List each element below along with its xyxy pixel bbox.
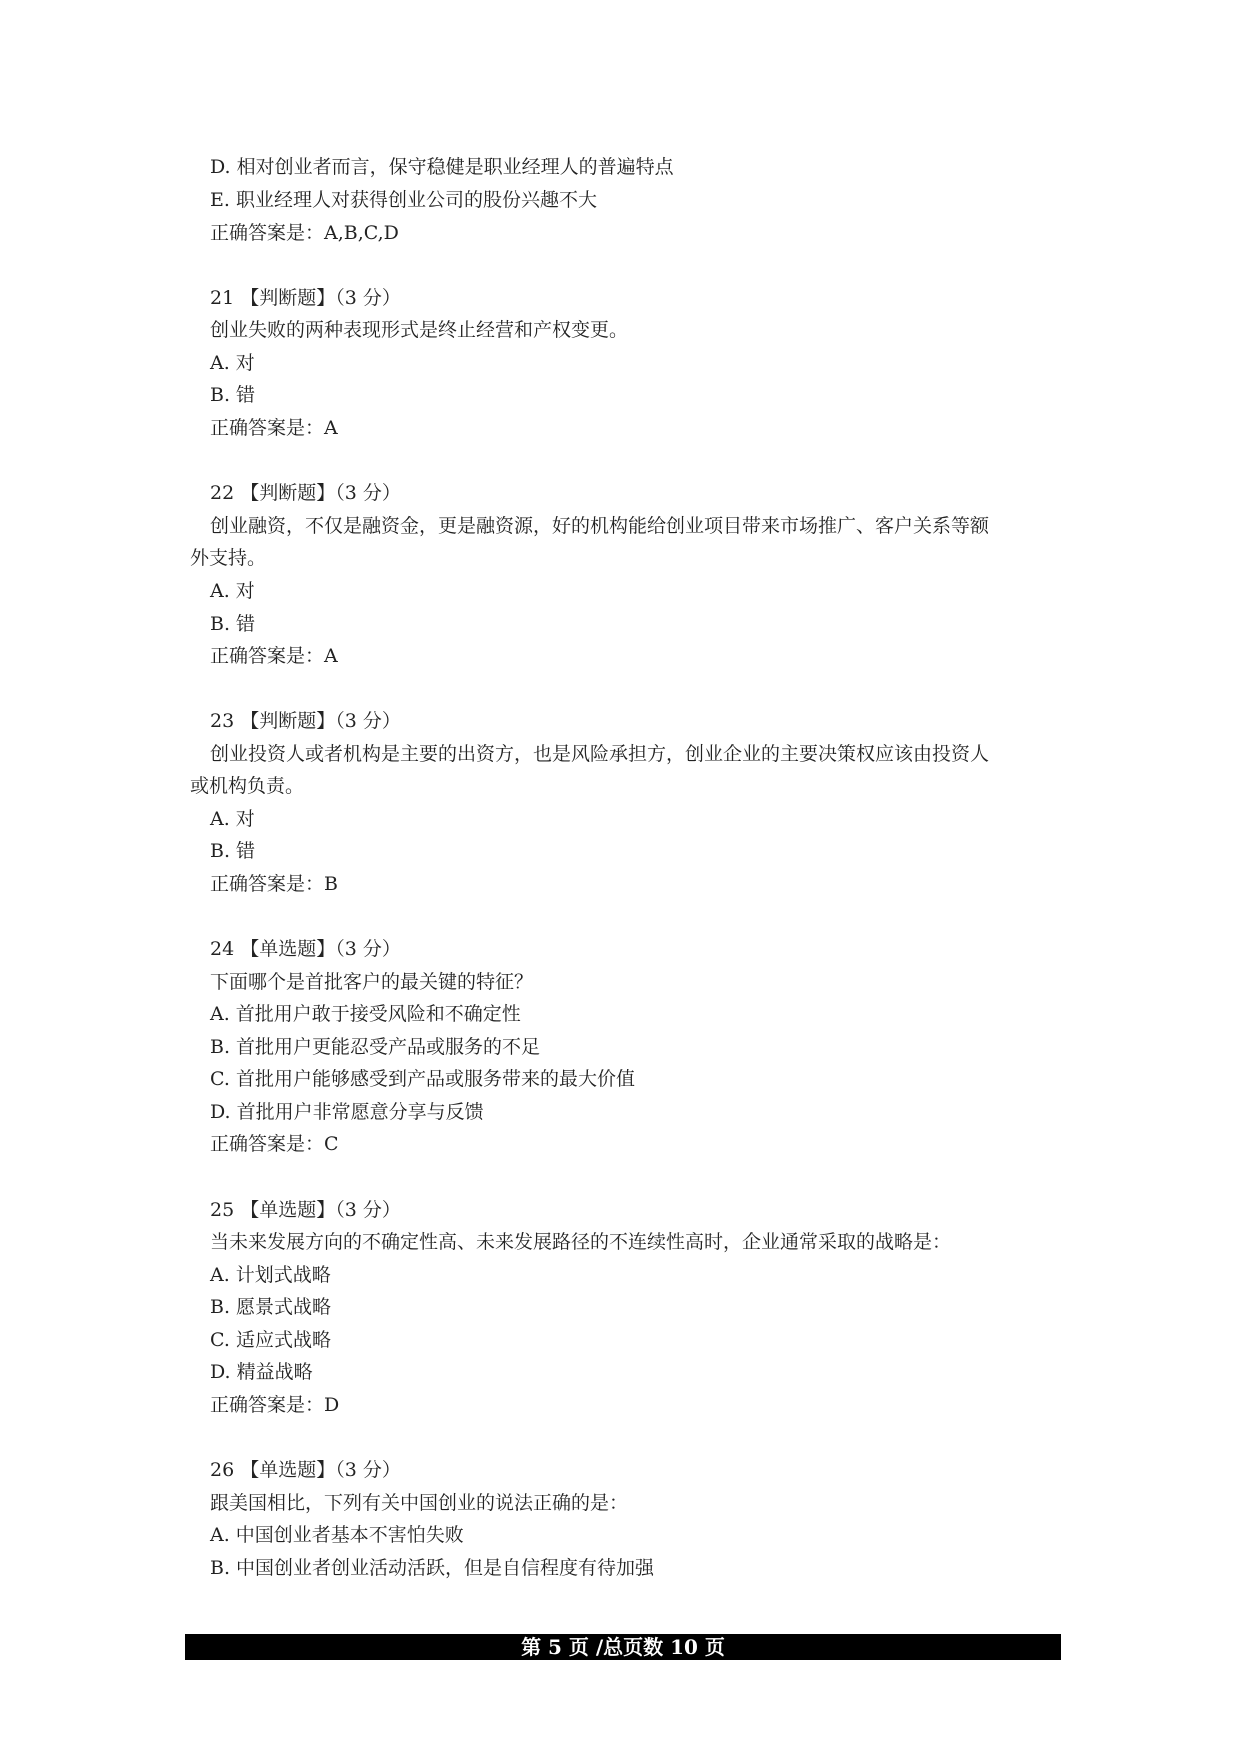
answer-line: 正确答案是：C [210,1133,339,1155]
option-line: B. 错 [210,613,256,635]
question-text: 下面哪个是首批客户的最关键的特征？ [210,971,534,993]
option-line: B. 中国创业者创业活动活跃，但是自信程度有待加强 [210,1557,655,1579]
question-header: 24 【单选题】（3 分） [210,938,401,960]
question-header: 25 【单选题】（3 分） [210,1199,401,1221]
question-text: 或机构负责。 [190,775,305,797]
question-text: 跟美国相比，下列有关中国创业的说法正确的是： [210,1492,629,1514]
answer-line: 正确答案是：A [210,645,338,667]
answer-line: 正确答案是：A,B,C,D [210,222,399,244]
option-line: C. 首批用户能够感受到产品或服务带来的最大价值 [210,1068,635,1090]
option-line: D. 首批用户非常愿意分享与反馈 [210,1101,484,1123]
option-line: A. 首批用户敢于接受风险和不确定性 [210,1003,521,1025]
option-line: B. 错 [210,840,256,862]
question-header: 22 【判断题】（3 分） [210,482,401,504]
option-line: D. 精益战略 [210,1361,313,1383]
option-line: D. 相对创业者而言，保守稳健是职业经理人的普遍特点 [210,156,674,178]
answer-line: 正确答案是：A [210,417,338,439]
option-line: B. 首批用户更能忍受产品或服务的不足 [210,1036,541,1058]
question-text: 当未来发展方向的不确定性高、未来发展路径的不连续性高时，企业通常采取的战略是： [210,1231,952,1253]
option-line: C. 适应式战略 [210,1329,331,1351]
option-line: E. 职业经理人对获得创业公司的股份兴趣不大 [210,189,597,211]
option-line: B. 错 [210,384,256,406]
question-header: 23 【判断题】（3 分） [210,710,401,732]
option-line: A. 对 [210,352,255,374]
question-header: 26 【单选题】（3 分） [210,1459,401,1481]
question-text: 创业失败的两种表现形式是终止经营和产权变更。 [210,319,629,341]
option-line: A. 对 [210,580,255,602]
question-text: 创业融资，不仅是融资金，更是融资源，好的机构能给创业项目带来市场推广、客户关系等额 [210,515,990,537]
question-header: 21 【判断题】（3 分） [210,287,401,309]
answer-line: 正确答案是：B [210,873,338,895]
option-line: A. 计划式战略 [210,1264,331,1286]
question-text: 外支持。 [190,547,267,569]
option-line: A. 中国创业者基本不害怕失败 [210,1524,464,1546]
question-text: 创业投资人或者机构是主要的出资方，也是风险承担方，创业企业的主要决策权应该由投资人 [210,743,990,765]
answer-line: 正确答案是：D [210,1394,340,1416]
option-line: A. 对 [210,808,255,830]
option-line: B. 愿景式战略 [210,1296,332,1318]
page-footer: 第 5 页 /总页数 10 页 [185,1634,1061,1660]
